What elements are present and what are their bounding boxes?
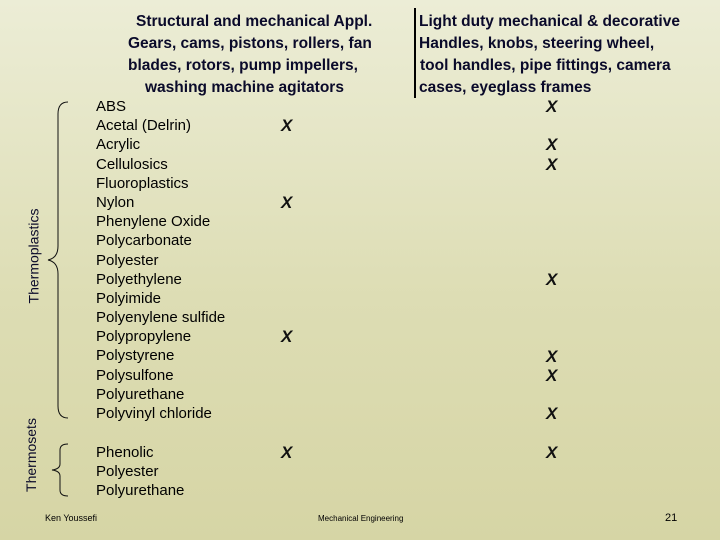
- footer-course: Mechanical Engineering: [318, 514, 404, 523]
- material-row: Acrylic: [96, 136, 141, 154]
- material-row: Polysulfone: [96, 366, 174, 384]
- structural-mark: X: [281, 443, 293, 462]
- material-row: Polyester: [96, 463, 159, 481]
- thermoplastics-brace: [44, 100, 74, 420]
- thermosets-brace: [46, 442, 72, 498]
- material-row: Polyvinyl chloride: [96, 405, 212, 422]
- light-duty-mark: X: [546, 443, 558, 462]
- light-duty-applications-header: [419, 11, 680, 99]
- material-row: Phenolic: [96, 444, 154, 461]
- structural-mark: X: [281, 116, 293, 136]
- structural-header-line-1: Gears, cams, pistons, rollers, fan: [128, 35, 372, 52]
- light-duty-mark: X: [546, 404, 558, 424]
- header-column-divider: [414, 8, 416, 98]
- structural-mark: X: [281, 193, 293, 212]
- material-row: Fluoroplastics: [96, 174, 189, 192]
- material-row: Polyenylene sulfide: [96, 309, 226, 327]
- light-duty-mark: X: [546, 154, 558, 174]
- structural-applications-header: [128, 11, 372, 99]
- thermoplastics-material-list: [96, 97, 225, 423]
- page-number: 21: [665, 512, 678, 524]
- material-row: Polyethylene: [96, 270, 182, 288]
- thermosets-group-label: Thermosets: [22, 418, 39, 492]
- light-duty-mark: X: [546, 346, 558, 366]
- light-duty-header-line-1: Handles, knobs, steering wheel,: [419, 35, 655, 52]
- material-row: Polypropylene: [96, 328, 192, 346]
- footer-author: Ken Youssefi: [45, 513, 98, 523]
- material-row: Polyester: [96, 251, 159, 269]
- material-row: Polyimide: [96, 289, 162, 307]
- material-row: Polyurethane: [96, 482, 185, 500]
- light-duty-header-line-2: tool handles, pipe fittings, camera: [420, 57, 671, 74]
- material-row: Polycarbonate: [96, 232, 192, 250]
- structural-header-line-3: washing machine agitators: [145, 79, 344, 96]
- material-row: Polyurethane: [96, 385, 185, 403]
- material-row: Nylon: [96, 193, 135, 211]
- structural-header-line-2: blades, rotors, pump impellers,: [128, 57, 358, 74]
- structural-header-title: Structural and mechanical Appl.: [136, 13, 373, 30]
- structural-mark: X: [281, 327, 293, 347]
- light-duty-header-title: Light duty mechanical & decorative: [419, 13, 680, 30]
- material-row: Acetal (Delrin): [96, 117, 192, 135]
- light-duty-mark: X: [546, 135, 558, 155]
- thermosets-material-list: [96, 443, 184, 501]
- material-row: Phenylene Oxide: [96, 213, 211, 231]
- thermoplastics-group-label: Thermoplastics: [25, 208, 42, 304]
- light-duty-mark: X: [546, 269, 558, 289]
- light-duty-mark: X: [546, 365, 558, 385]
- light-duty-header-line-3: cases, eyeglass frames: [419, 79, 592, 96]
- material-row: Cellulosics: [96, 155, 168, 173]
- material-row: ABS: [96, 98, 127, 115]
- material-row: Polystyrene: [96, 347, 175, 365]
- light-duty-mark: X: [546, 97, 558, 116]
